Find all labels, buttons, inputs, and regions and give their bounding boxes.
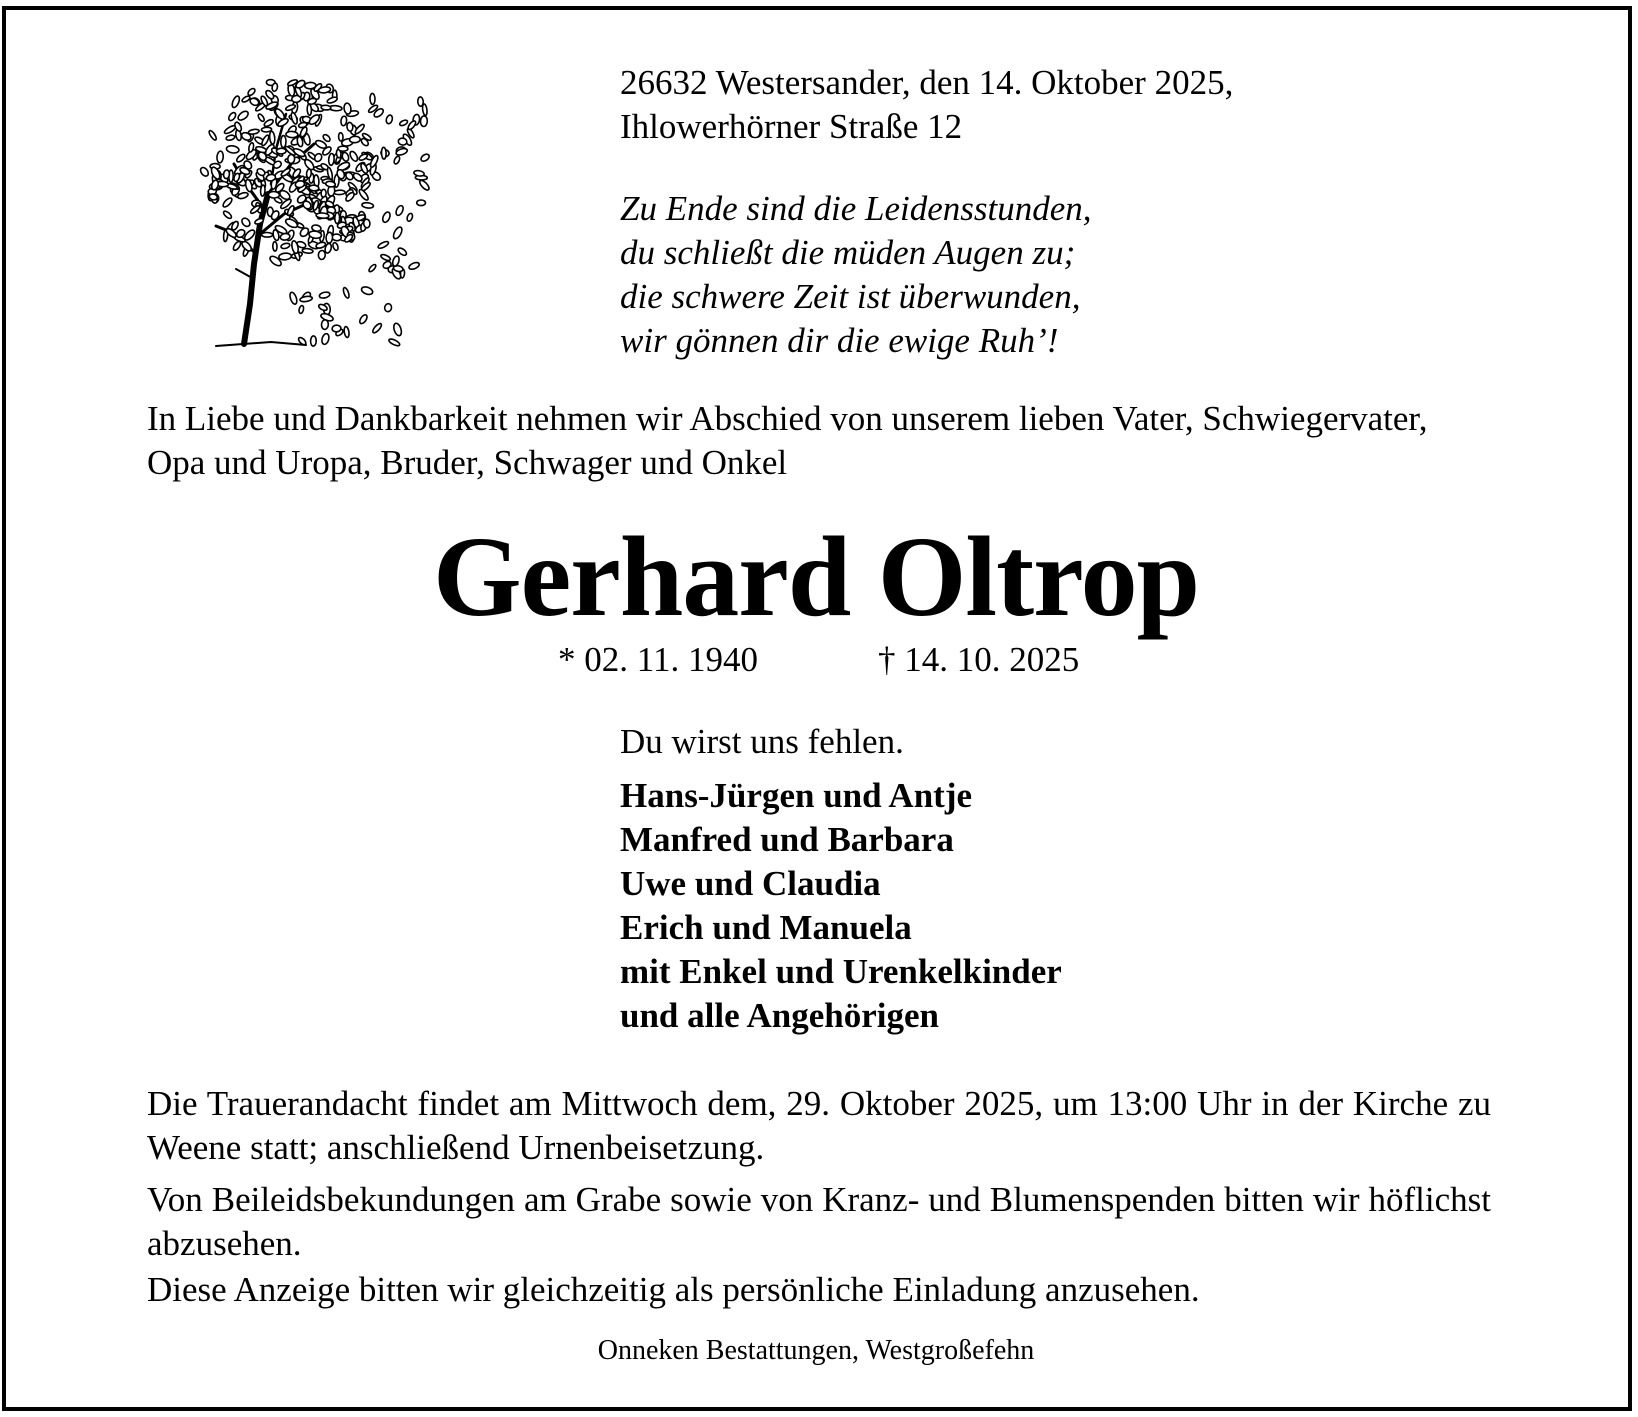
- mourners-list: [620, 774, 1062, 1038]
- undertaker: Onneken Bestattungen, Westgroßefehn: [597, 1335, 1035, 1366]
- notice-invitation: Diese Anzeige bitten wir gleichzeitig als persönliche Einladung anzusehen.: [147, 1270, 1200, 1309]
- poem-line: die schwere Zeit ist überwunden,: [620, 277, 1081, 316]
- intro-text: [147, 397, 1427, 485]
- mourner: Uwe und Claudia: [620, 864, 881, 903]
- poem-line: Zu Ende sind die Leidensstunden,: [620, 189, 1092, 228]
- notice-service: Die Trauerandacht findet am Mittwoch dem, 29. Oktober 2025, um 13:00 Uhr in der Kirche zu Weene statt; anschließend Urnenbeisetzung.: [147, 1084, 1491, 1167]
- birth-date: * 02. 11. 1940: [558, 640, 758, 679]
- mourner: und alle Angehörigen: [620, 996, 939, 1035]
- poem-line: du schließt die müden Augen zu;: [620, 233, 1076, 272]
- windblown-tree-icon: [196, 54, 446, 364]
- mourner: Erich und Manuela: [620, 908, 912, 947]
- farewell-text: Du wirst uns fehlen.: [620, 722, 904, 761]
- intro-line: In Liebe und Dankbarkeit nehmen wir Abschied von unserem lieben Vater, Schwiegervater,: [147, 399, 1428, 438]
- poem-line: wir gönnen dir die ewige Ruh’!: [620, 321, 1059, 360]
- notice-condolences: Von Beileidsbekundungen am Grabe sowie von Kranz- und Blumenspenden bitten wir höflichst abzusehen.: [147, 1180, 1491, 1263]
- mourner: Hans-Jürgen und Antje: [620, 776, 973, 815]
- death-date: † 14. 10. 2025: [878, 640, 1080, 679]
- place-date: 26632 Westersander, den 14. Oktober 2025,: [620, 63, 1234, 102]
- intro-line: Opa und Uropa, Bruder, Schwager und Onkel: [147, 443, 788, 482]
- street-address: Ihlowerhörner Straße 12: [620, 107, 963, 146]
- poem: [620, 187, 1092, 363]
- mourner: Manfred und Barbara: [620, 820, 954, 859]
- mourner: mit Enkel und Urenkelkinder: [620, 952, 1062, 991]
- deceased-name: Gerhard Oltrop: [432, 513, 1200, 640]
